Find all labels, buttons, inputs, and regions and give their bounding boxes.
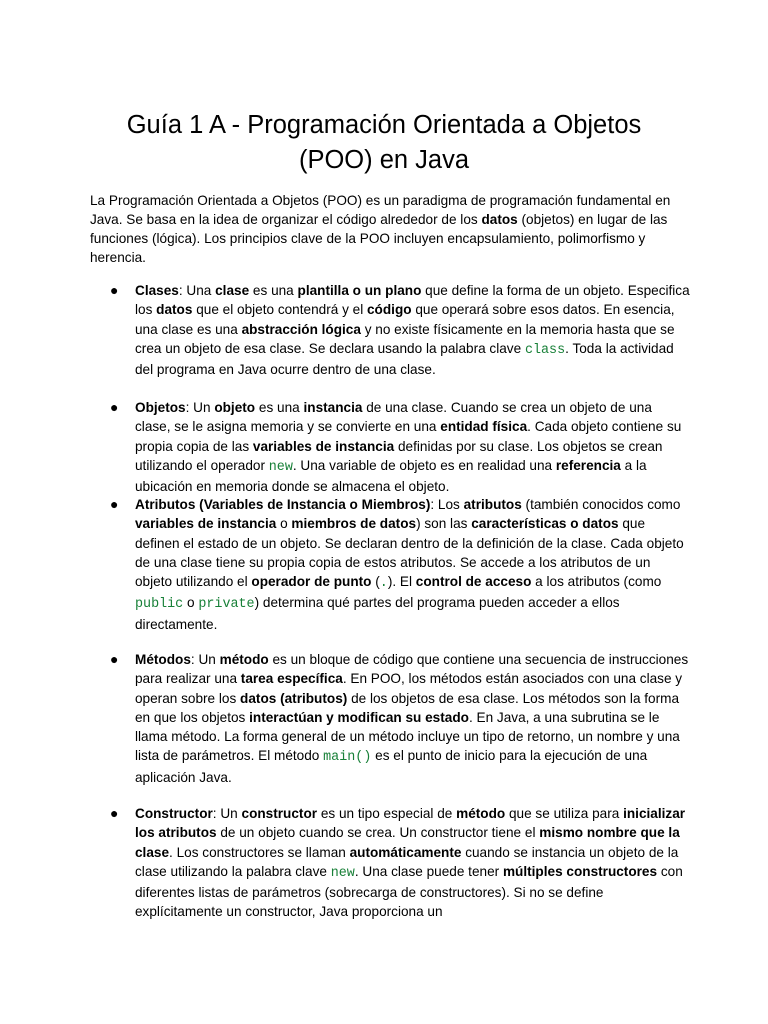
title-line-2: (POO) en Java <box>298 146 470 174</box>
item-bold: instancia <box>303 400 363 415</box>
code-keyword: class <box>524 342 566 358</box>
list-item-constructor <box>110 804 690 922</box>
item-bold: plantilla o un plano <box>297 283 422 298</box>
item-text: : Los <box>430 497 464 512</box>
item-text: . Los constructores se llaman <box>169 844 350 860</box>
code-keyword: main() <box>323 750 372 766</box>
item-text: ) son las <box>416 516 472 532</box>
list-item-clases <box>110 281 690 379</box>
bullet-icon: ● <box>110 399 119 415</box>
intro-bold: datos <box>481 212 518 227</box>
item-bold: atributos <box>463 497 522 512</box>
item-bold: entidad física <box>440 419 528 435</box>
item-text: . Una variable de objeto es en realidad una <box>292 457 556 473</box>
item-bold: clase <box>215 283 250 298</box>
item-bold: objeto <box>214 400 256 415</box>
item-text: : Un <box>212 806 242 821</box>
item-bold: mismo nombre que la clase <box>135 825 680 860</box>
item-bold: variables de instancia <box>135 516 277 532</box>
title-line-1: Guía 1 A - Programación Orientada a Objetos <box>126 111 642 139</box>
item-text: definidas por su clase. Los objetos se crean utilizando el operador <box>135 438 663 473</box>
item-bold: constructor <box>241 806 318 821</box>
list-item-atributos <box>110 495 690 634</box>
item-text: cuando se instancia un objeto de la clase utilizando la palabra clave <box>135 844 679 879</box>
item-text: de una clase. Cuando se crea un objeto de una clase, se le asigna memoria y se convierte en una <box>135 400 652 435</box>
item-text: de un objeto cuando se crea. Un constructor tiene el <box>216 825 540 841</box>
item-text: es un bloque de código que contiene una secuencia de instrucciones para realizar una <box>135 652 689 687</box>
item-text: (también conocidos como <box>521 497 681 512</box>
item-bold: múltiples constructores <box>502 863 658 879</box>
item-text: . Toda la actividad del programa en Java ocurre dentro de una clase. <box>135 340 674 378</box>
item-text: ( <box>371 574 380 590</box>
item-text: . Una clase puede tener <box>354 863 503 879</box>
item-bold: abstracción lógica <box>241 321 361 337</box>
item-bold: características o datos <box>471 516 619 532</box>
item-text: que define la forma de un objeto. Especifica los <box>135 283 690 318</box>
item-text: a los atributos (como <box>531 574 662 590</box>
item-text: que se utiliza para <box>505 806 624 821</box>
list-item-metodos <box>110 650 690 787</box>
intro-paragraph <box>90 191 690 267</box>
intro-text: (objetos) en lugar de las funciones (lógica). Los principios clave de la POO incluyen encapsulamiento, polimorfismo y herencia. <box>90 212 668 265</box>
item-text: es una <box>255 400 304 415</box>
term-label: Atributos (Variables de Instancia o Miembros) <box>135 497 431 512</box>
bullet-icon: ● <box>110 651 119 667</box>
item-text: : Una <box>178 283 216 298</box>
item-bold: control de acceso <box>415 574 532 590</box>
code-keyword: . <box>379 576 388 592</box>
item-text: : Un <box>190 652 220 667</box>
item-text: . En Java, a una subrutina se le llama método. La forma general de un método incluye un tipo de retorno, un nombre y una lista de parámetros. El método <box>135 709 680 764</box>
item-text: ) determina qué partes del programa pueden acceder a ellos directamente. <box>135 595 620 632</box>
item-text: que el objeto contendrá y el <box>192 302 367 318</box>
page-title <box>90 108 678 178</box>
bullet-icon: ● <box>110 805 119 821</box>
item-text: : Un <box>185 400 215 415</box>
item-text: es una <box>249 283 298 298</box>
item-text: . En POO, los métodos están asociados con una clase y operan sobre los <box>135 671 683 706</box>
item-text: de los objetos de esa clase. Los métodos son la forma en que los objetos <box>135 690 680 725</box>
term-label: Clases <box>135 283 179 298</box>
item-text: es un tipo especial de <box>317 806 457 821</box>
item-bold: método <box>219 652 269 667</box>
item-bold: datos <box>156 302 193 318</box>
item-text: con diferentes listas de parámetros (sobrecarga de constructores). Si no se define explícitamente un constructor, Java proporciona un <box>135 863 683 920</box>
code-keyword: private <box>198 597 255 613</box>
bullet-icon: ● <box>110 282 119 298</box>
item-bold: método <box>456 806 506 821</box>
item-bold: referencia <box>555 457 621 473</box>
item-bold: miembros de datos <box>291 516 417 532</box>
list-item-objetos <box>110 398 690 496</box>
item-text: que operará sobre esos datos. En esencia, una clase es una <box>135 302 675 337</box>
item-text: . Cada objeto contiene su propia copia de las <box>135 419 682 454</box>
item-bold: variables de instancia <box>252 438 395 454</box>
code-keyword: public <box>135 597 184 613</box>
item-bold: automáticamente <box>349 844 462 860</box>
term-label: Métodos <box>135 652 191 667</box>
item-bold: código <box>367 302 412 318</box>
intro-text: La Programación Orientada a Objetos (POO) es un paradigma de programación fundamental en Java. Se basa en la idea de organizar el código alrededor de los <box>90 193 671 227</box>
item-text: o <box>276 516 292 532</box>
bullet-icon: ● <box>110 496 119 512</box>
item-bold: operador de punto <box>251 574 372 590</box>
item-bold: interactúan y modifican su estado <box>249 709 469 725</box>
item-text: o <box>183 595 199 611</box>
item-bold: inicializar los atributos <box>135 806 686 841</box>
code-keyword: new <box>330 865 355 881</box>
item-bold: datos (atributos) <box>240 690 348 706</box>
item-text: y no existe físicamente en la memoria hasta que se crea un objeto de esa clase. Se declara usando la palabra clave <box>135 321 675 356</box>
term-label: Objetos <box>135 400 186 415</box>
item-bold: tarea específica <box>240 671 343 687</box>
item-text: a la ubicación en memoria donde se almacena el objeto. <box>135 457 647 495</box>
term-label: Constructor <box>135 806 213 821</box>
code-keyword: new <box>268 459 293 475</box>
item-text: ). El <box>387 574 416 590</box>
item-text: es el punto de inicio para la ejecución de una aplicación Java. <box>135 748 648 785</box>
item-text: que definen el estado de un objeto. Se declaran dentro de la definición de la clase. Cada objeto de una clase tiene su propia copia de estos atributos. Se accede a los atributos de un objeto utilizando el <box>135 516 684 590</box>
